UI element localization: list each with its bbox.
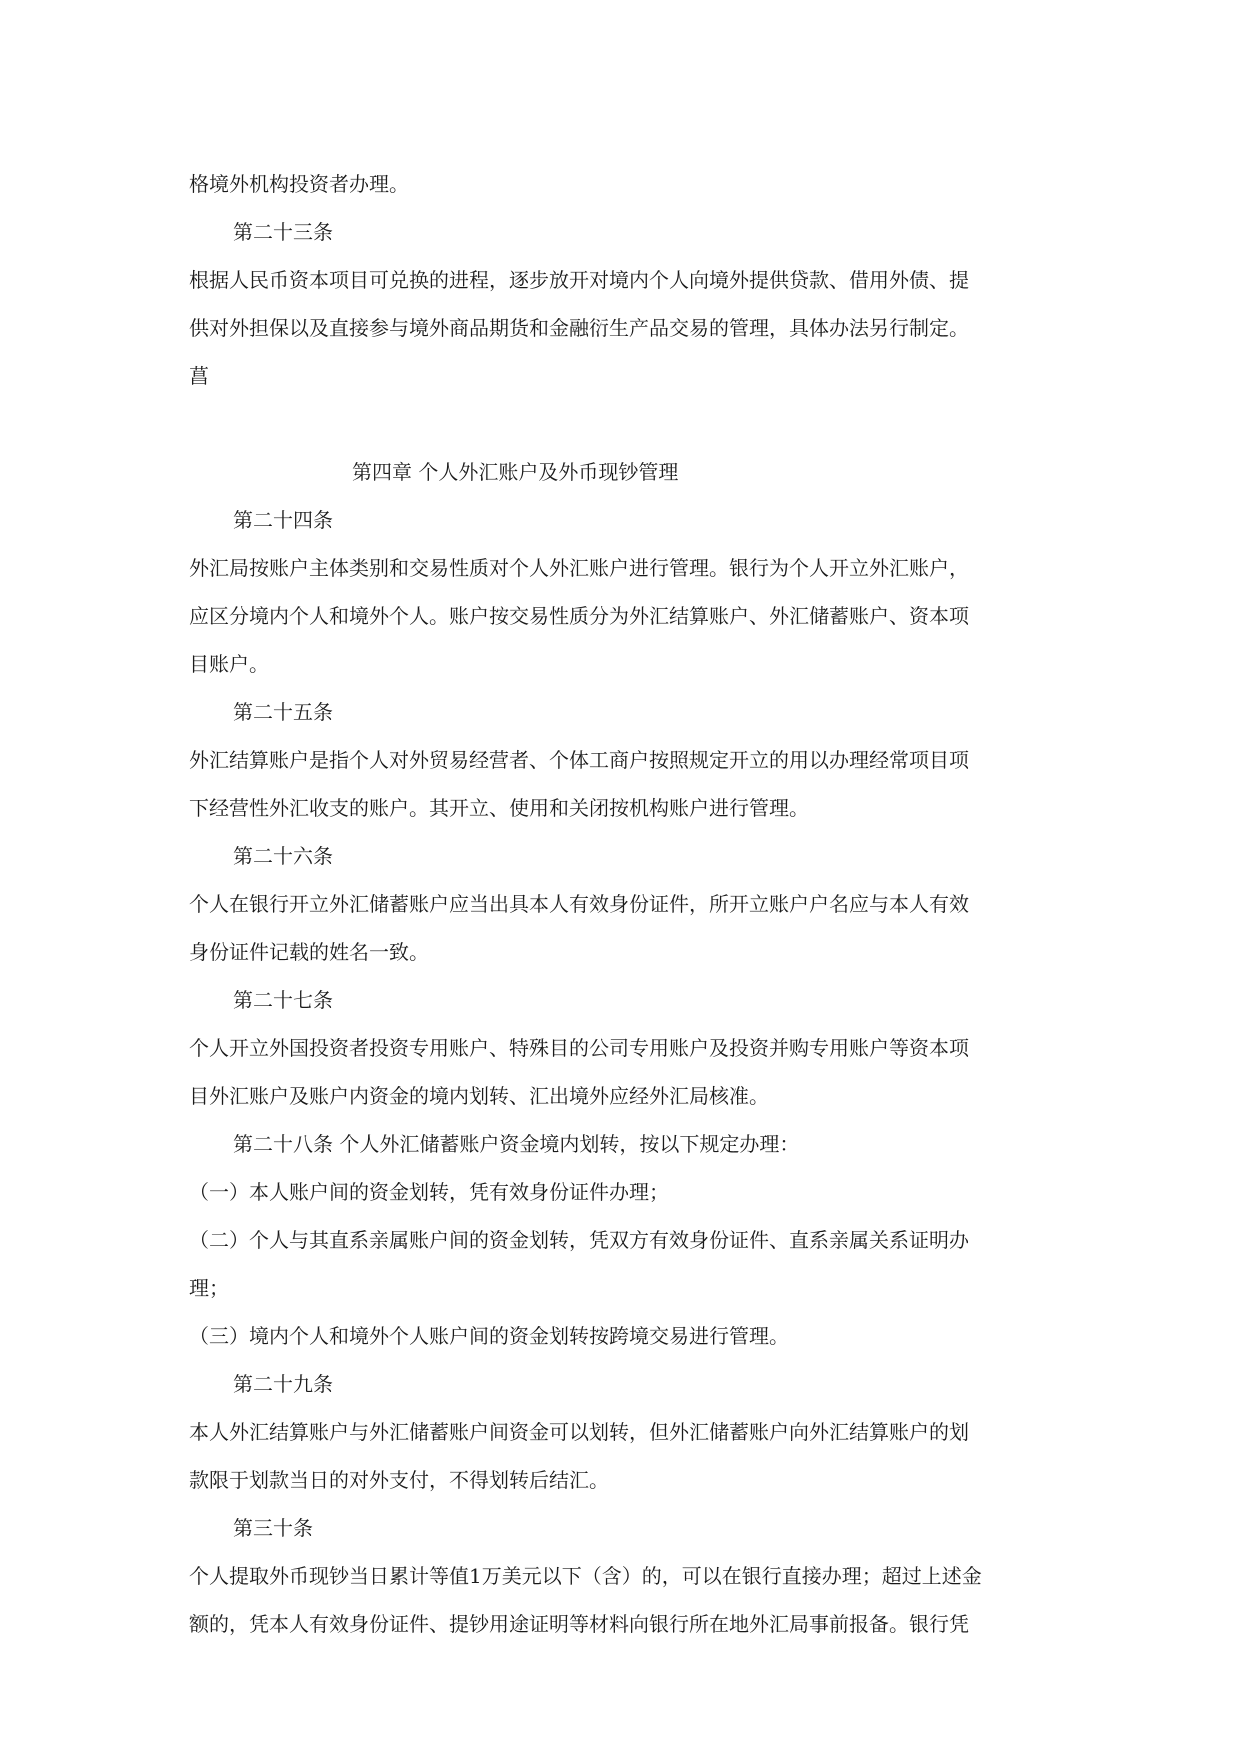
- blank-gap: [189, 400, 1059, 448]
- article-heading: 第二十四条: [233, 508, 333, 532]
- list-item: （一）本人账户间的资金划转，凭有效身份证件办理；: [189, 1180, 669, 1204]
- paragraph-line: 根据人民币资本项目可兑换的进程，逐步放开对境内个人向境外提供贷款、借用外债、提: [189, 268, 969, 292]
- paragraph-line: 个人开立外国投资者投资专用账户、特殊目的公司专用账户及投资并购专用账户等资本项: [189, 1036, 969, 1060]
- paragraph-line: 外汇结算账户是指个人对外贸易经营者、个体工商户按照规定开立的用以办理经常项目项: [189, 748, 969, 772]
- article-heading: 第二十五条: [233, 700, 333, 724]
- paragraph-line: 身份证件记载的姓名一致。: [189, 940, 429, 964]
- paragraph-line: 格境外机构投资者办理。: [189, 172, 409, 196]
- paragraph-line: 目账户。: [189, 652, 269, 676]
- article-heading: 第二十九条: [233, 1372, 333, 1396]
- document-page: [189, 160, 1059, 1648]
- paragraph-line: 外汇局按账户主体类别和交易性质对个人外汇账户进行管理。银行为个人开立外汇账户，: [189, 556, 969, 580]
- chapter-heading: 第四章 个人外汇账户及外币现钞管理: [352, 460, 679, 484]
- paragraph-line: 本人外汇结算账户与外汇储蓄账户间资金可以划转，但外汇储蓄账户向外汇结算账户的划: [189, 1420, 969, 1444]
- paragraph-line: 个人在银行开立外汇储蓄账户应当出具本人有效身份证件，所开立账户户名应与本人有效: [189, 892, 969, 916]
- article-heading: 第三十条: [233, 1516, 313, 1540]
- paragraph-line: 额的，凭本人有效身份证件、提钞用途证明等材料向银行所在地外汇局事前报备。银行凭: [189, 1612, 969, 1636]
- paragraph-line: 下经营性外汇收支的账户。其开立、使用和关闭按机构账户进行管理。: [189, 796, 809, 820]
- article-heading: 第二十八条 个人外汇储蓄账户资金境内划转，按以下规定办理：: [233, 1132, 800, 1156]
- list-item-continuation: 理；: [189, 1276, 229, 1300]
- list-item: （三）境内个人和境外个人账户间的资金划转按跨境交易进行管理。: [189, 1324, 789, 1348]
- list-item: （二）个人与其直系亲属账户间的资金划转，凭双方有效身份证件、直系亲属关系证明办: [189, 1228, 969, 1252]
- article-heading: 第二十七条: [233, 988, 333, 1012]
- stray-character: 菖: [189, 364, 209, 388]
- article-heading: 第二十三条: [233, 220, 333, 244]
- paragraph-line: 供对外担保以及直接参与境外商品期货和金融衍生产品交易的管理，具体办法另行制定。: [189, 316, 969, 340]
- paragraph-line: 款限于划款当日的对外支付，不得划转后结汇。: [189, 1468, 609, 1492]
- article-heading: 第二十六条: [233, 844, 333, 868]
- paragraph-line: 应区分境内个人和境外个人。账户按交易性质分为外汇结算账户、外汇储蓄账户、资本项: [189, 604, 969, 628]
- paragraph-line: 个人提取外币现钞当日累计等值1万美元以下（含）的，可以在银行直接办理；超过上述金: [189, 1564, 982, 1588]
- paragraph-line: 目外汇账户及账户内资金的境内划转、汇出境外应经外汇局核准。: [189, 1084, 769, 1108]
